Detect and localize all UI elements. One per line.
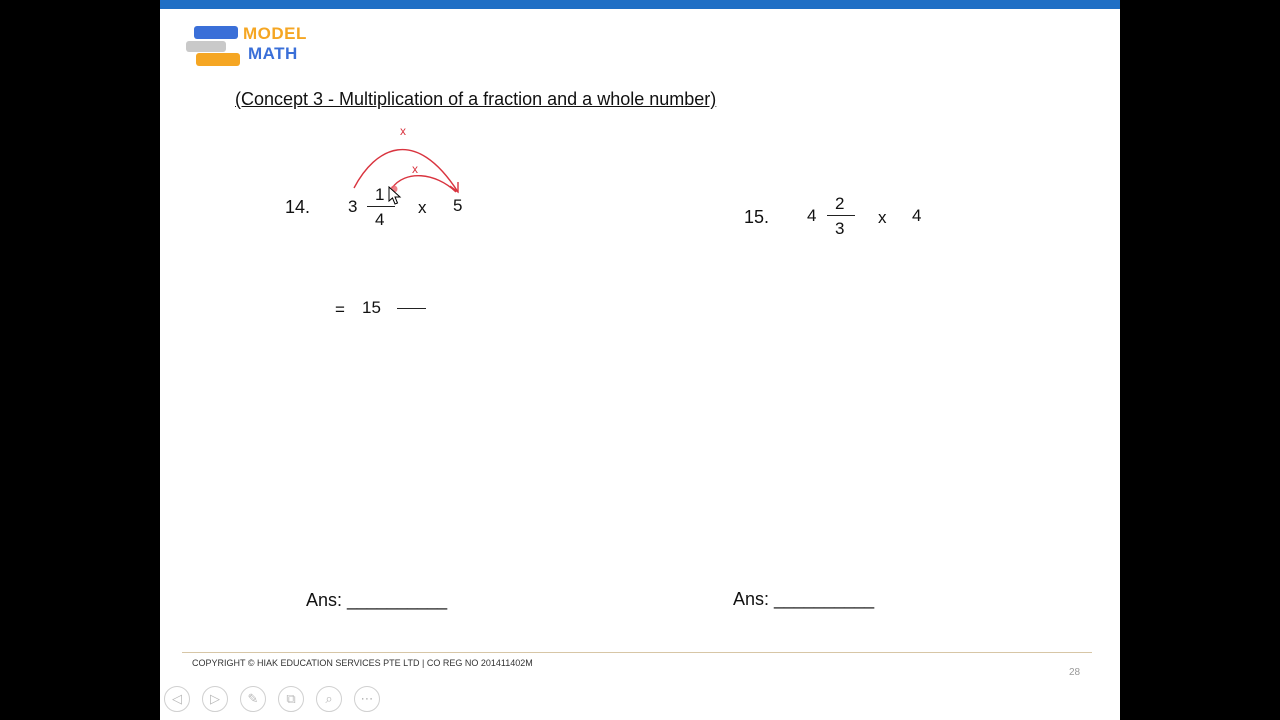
q15-times-sign: x: [878, 208, 887, 227]
q14-fraction-bar: [367, 206, 395, 207]
previous-slide-icon[interactable]: ◁: [164, 686, 190, 712]
q15-fraction-bar: [827, 215, 855, 216]
question-14-number: 14.: [285, 197, 311, 217]
page-number: 28: [1069, 667, 1081, 678]
copyright-text: COPYRIGHT © HIAK EDUCATION SERVICES PTE LTD | CO REG NO 201411402M: [192, 658, 533, 668]
q14-numerator: 1: [375, 185, 385, 204]
q15-answer-line: Ans: __________: [733, 589, 875, 609]
q14-times-sign: x: [418, 198, 427, 217]
q15-denominator: 3: [835, 219, 845, 238]
question-15-number: 15.: [744, 207, 770, 227]
logo-bar-blue: [194, 26, 238, 39]
zoom-icon[interactable]: ⌕: [316, 686, 342, 712]
concept-title: (Concept 3 - Multiplication of a fraction and a whole number): [235, 89, 717, 109]
outer-arc-annotation: [354, 150, 458, 192]
logo-text-math: MATH: [248, 44, 298, 63]
q14-multiplier: 5: [453, 196, 463, 215]
top-accent-bar: [160, 0, 1120, 9]
logo-bar-orange: [196, 53, 240, 66]
logo-text-model: MODEL: [243, 24, 307, 43]
q15-multiplier: 4: [912, 206, 922, 225]
q14-denominator: 4: [375, 210, 385, 229]
see-all-slides-icon[interactable]: ⧉: [278, 686, 304, 712]
q15-numerator: 2: [835, 194, 845, 213]
q14-whole-number: 3: [348, 197, 358, 216]
mouse-cursor-icon: [388, 186, 402, 206]
more-options-icon[interactable]: ⋯: [354, 686, 380, 712]
outer-arc-label: x: [400, 124, 406, 138]
pen-tool-icon[interactable]: ✎: [240, 686, 266, 712]
footer-divider: [182, 652, 1092, 653]
inner-arc-label: x: [412, 162, 418, 176]
logo-bar-gray: [186, 41, 226, 52]
outer-arc-arrowhead: [450, 182, 458, 192]
q15-whole-number: 4: [807, 206, 817, 225]
next-slide-icon[interactable]: ▷: [202, 686, 228, 712]
q14-result-whole: 15: [362, 298, 381, 317]
q14-result-fraction-bar: [397, 308, 426, 309]
model-math-logo: [186, 24, 326, 68]
slide: [160, 0, 1120, 720]
q14-answer-line: Ans: __________: [306, 590, 448, 610]
q14-equals-sign: =: [335, 300, 345, 319]
